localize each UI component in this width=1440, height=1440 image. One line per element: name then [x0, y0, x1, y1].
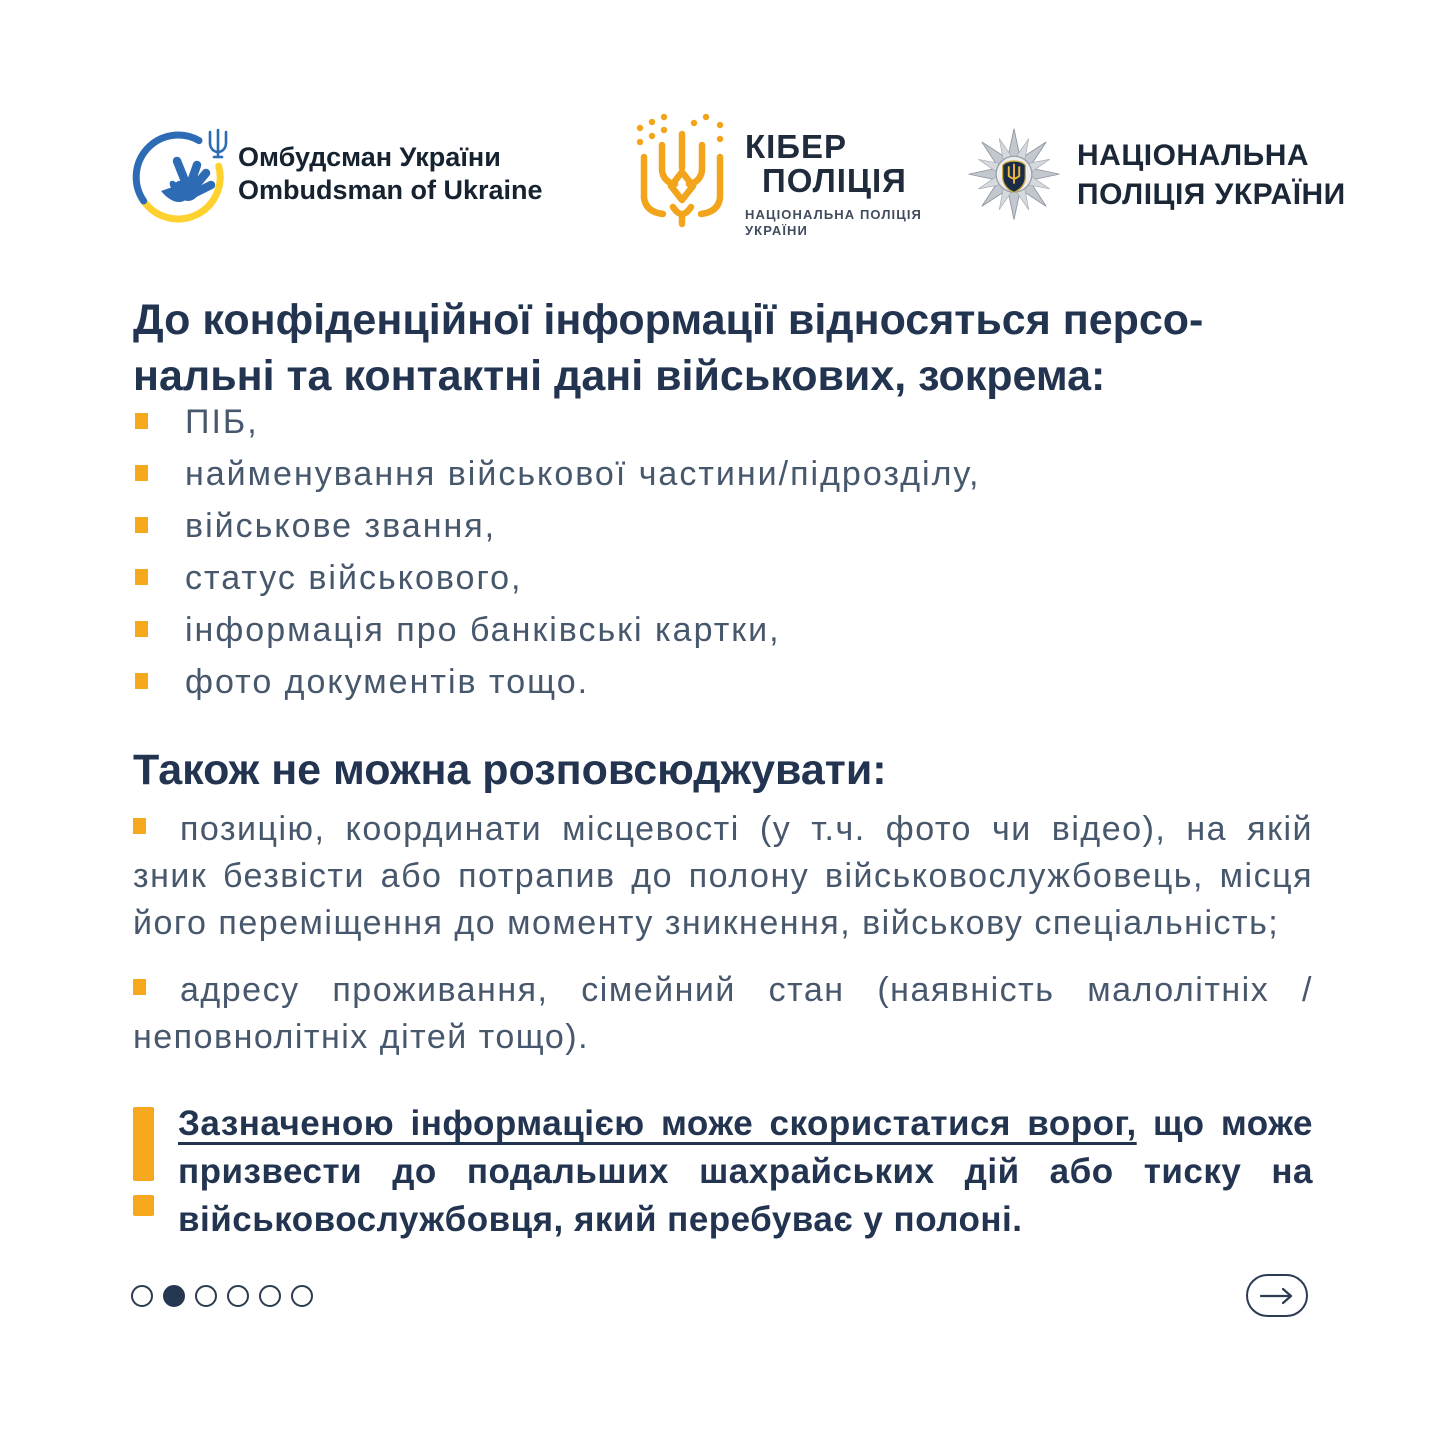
list-item — [133, 967, 1313, 1061]
cyber-police-logo — [632, 112, 922, 239]
cyber-police-title-line1: КІБЕР — [745, 128, 848, 165]
bullet-square-icon — [133, 979, 146, 995]
confidential-info-list — [133, 404, 1313, 716]
pagination-dot-3[interactable] — [195, 1285, 217, 1307]
warning-rest-text: що може призвести до подальших шахрайських дій або тиску на військовослужбовця, який перебуває у полоні. — [178, 1104, 1313, 1239]
exclamation-icon — [133, 1107, 154, 1181]
list-item — [133, 612, 1313, 648]
list-item — [133, 404, 1313, 440]
section2-heading: Також не можна розповсюджувати: — [133, 746, 887, 794]
forbidden-info-list — [133, 806, 1313, 1081]
arrow-right-icon — [1257, 1286, 1297, 1306]
next-button[interactable] — [1246, 1274, 1308, 1317]
list-item-text: позицію, координати місцевості (у т.ч. фото чи відео), на якій зник безвісти або потрапив до полону військовослужбовець, місця його переміщення до моменту зникнення, військову спеціальність; — [133, 810, 1313, 942]
cyber-police-subtitle-line1: НАЦІОНАЛЬНА ПОЛІЦІЯ — [745, 207, 923, 222]
pagination-dot-4[interactable] — [227, 1285, 249, 1307]
ombudsman-emblem-icon — [131, 124, 231, 224]
list-item — [133, 508, 1313, 544]
pagination-dot-5[interactable] — [259, 1285, 281, 1307]
list-item — [133, 560, 1313, 596]
bullet-square-icon — [135, 621, 148, 637]
section1-heading-line1: До конфіденційної інформації відносяться персо- — [133, 296, 1204, 344]
cyber-police-title-line2: ПОЛІЦІЯ — [762, 162, 907, 199]
national-police-title-line1: НАЦІОНАЛЬНА — [1077, 139, 1310, 172]
list-item — [133, 456, 1313, 492]
cyber-police-trident-icon — [632, 112, 732, 230]
pagination-dot-2-active[interactable] — [163, 1285, 185, 1307]
list-item-text: найменування військової частини/підрозділу, — [185, 455, 981, 493]
pagination-dot-6[interactable] — [291, 1285, 313, 1307]
cyber-police-subtitle-line2: УКРАЇНИ — [745, 223, 808, 238]
list-item — [133, 806, 1313, 947]
section1-heading-line2: нальні та контактні дані військових, зокрема: — [133, 352, 1106, 400]
warning-block — [133, 1100, 1313, 1244]
bullet-square-icon — [135, 517, 148, 533]
list-item-text: ПІБ, — [185, 403, 259, 441]
national-police-logo — [966, 120, 1346, 230]
bullet-square-icon — [133, 818, 146, 834]
national-police-title-line2: ПОЛІЦІЯ УКРАЇНИ — [1077, 178, 1346, 211]
bullet-square-icon — [135, 413, 148, 429]
list-item-text: військове звання, — [185, 507, 497, 545]
list-item-text: статус військового, — [185, 559, 523, 597]
bullet-square-icon — [135, 569, 148, 585]
warning-underlined-text: Зазначеною інформацією може скористатися ворог, — [178, 1104, 1137, 1143]
list-item-text: інформація про банківські картки, — [185, 611, 781, 649]
pagination-dot-1[interactable] — [131, 1285, 153, 1307]
national-police-badge-icon — [966, 120, 1062, 230]
ombudsman-title-en: Ombudsman of Ukraine — [238, 175, 543, 205]
section1-heading — [133, 292, 1313, 404]
list-item-text: фото документів тощо. — [185, 663, 590, 701]
pagination — [131, 1285, 313, 1307]
list-item — [133, 664, 1313, 700]
warning-text — [178, 1100, 1313, 1244]
ombudsman-logo — [131, 124, 543, 224]
bullet-square-icon — [135, 673, 148, 689]
exclamation-dot-icon — [133, 1195, 154, 1216]
ombudsman-title-uk: Омбудсман України — [238, 142, 501, 172]
list-item-text: адресу проживання, сімейний стан (наявність малолітніх / неповнолітніх дітей тощо). — [133, 971, 1313, 1056]
bullet-square-icon — [135, 465, 148, 481]
